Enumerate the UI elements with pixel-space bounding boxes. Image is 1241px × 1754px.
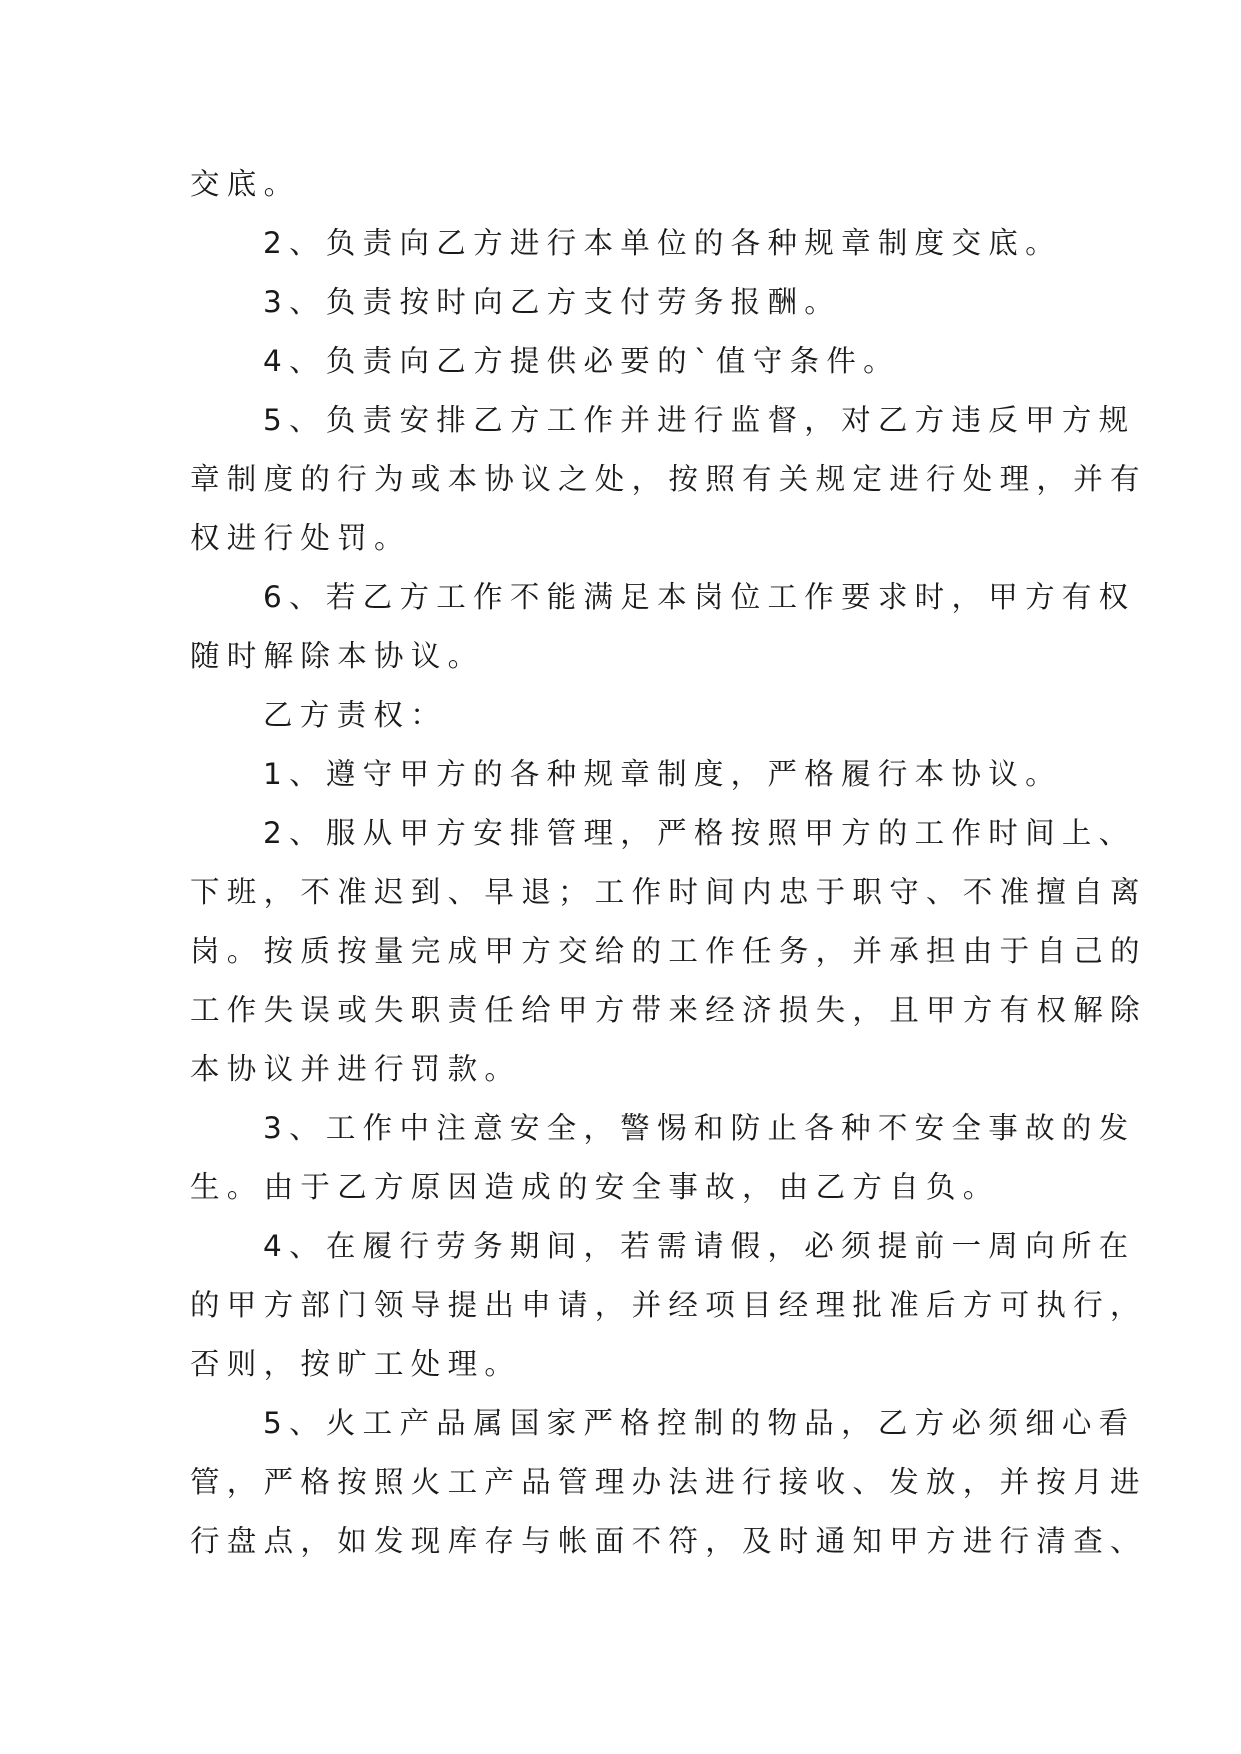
text-line: 岗。按质按量完成甲方交给的工作任务，并承担由于自己的 bbox=[190, 934, 1147, 968]
text-line: 1、遵守甲方的各种规章制度，严格履行本协议。 bbox=[263, 757, 1062, 791]
text-line: 交底。 bbox=[190, 167, 301, 201]
text-line: 下班，不准迟到、早退；工作时间内忠于职守、不准擅自离 bbox=[190, 875, 1147, 909]
text-line: 4、在履行劳务期间，若需请假，必须提前一周向所在 bbox=[263, 1229, 1136, 1263]
text-line: 否则，按旷工处理。 bbox=[190, 1347, 522, 1381]
text-line: 管，严格按照火工产品管理办法进行接收、发放，并按月进 bbox=[190, 1465, 1147, 1499]
text-line: 6、若乙方工作不能满足本岗位工作要求时，甲方有权 bbox=[263, 580, 1136, 614]
text-line: 4、负责向乙方提供必要的`值守条件。 bbox=[263, 344, 900, 378]
text-line: 3、负责按时向乙方支付劳务报酬。 bbox=[263, 285, 842, 319]
text-line: 随时解除本协议。 bbox=[190, 639, 485, 673]
text-line: 3、工作中注意安全，警惕和防止各种不安全事故的发 bbox=[263, 1111, 1136, 1145]
text-line: 2、服从甲方安排管理，严格按照甲方的工作时间上、 bbox=[263, 816, 1136, 850]
text-line: 5、火工产品属国家严格控制的物品，乙方必须细心看 bbox=[263, 1406, 1136, 1440]
document-body bbox=[190, 155, 1147, 1571]
text-line: 5、负责安排乙方工作并进行监督，对乙方违反甲方规 bbox=[263, 403, 1136, 437]
text-line: 章制度的行为或本协议之处，按照有关规定进行处理，并有 bbox=[190, 462, 1147, 496]
text-line: 行盘点，如发现库存与帐面不符，及时通知甲方进行清查、 bbox=[190, 1524, 1147, 1558]
text-line: 本协议并进行罚款。 bbox=[190, 1052, 522, 1086]
section-heading: 乙方责权： bbox=[263, 698, 448, 732]
text-line: 权进行处罚。 bbox=[190, 521, 411, 555]
text-line: 工作失误或失职责任给甲方带来经济损失，且甲方有权解除 bbox=[190, 993, 1147, 1027]
text-line: 的甲方部门领导提出申请，并经项目经理批准后方可执行， bbox=[190, 1288, 1147, 1322]
text-line: 生。由于乙方原因造成的安全事故，由乙方自负。 bbox=[190, 1170, 1000, 1204]
text-line: 2、负责向乙方进行本单位的各种规章制度交底。 bbox=[263, 226, 1062, 260]
